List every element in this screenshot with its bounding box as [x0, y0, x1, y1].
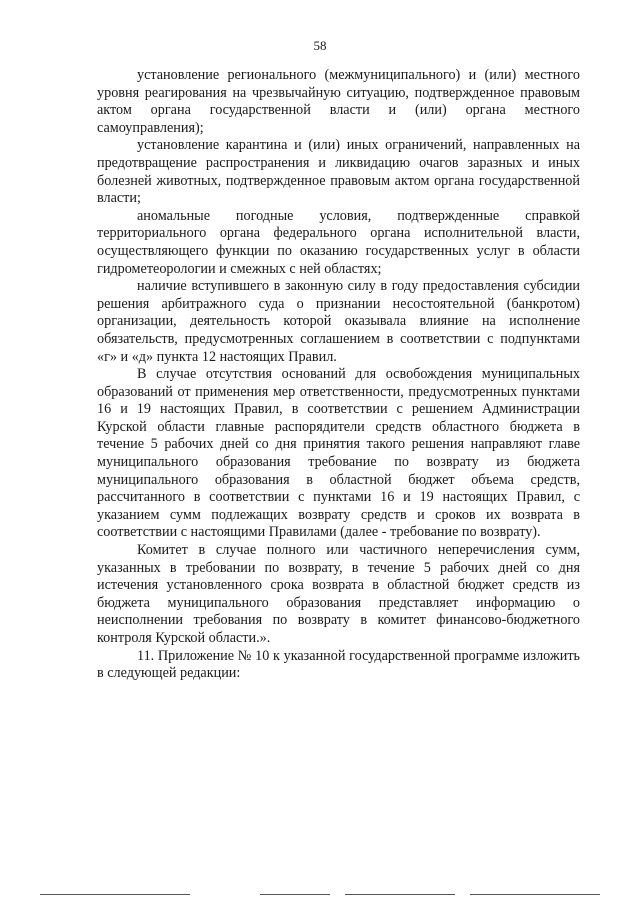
paragraph-regional-emergency: установление регионального (межмуниципального) и (или) местного уровня реагирования на чрезвычайную ситуацию, подтвержденное правовым актом органа государственной власти и (или) органа местного самоуправления); — [97, 67, 580, 136]
paragraph-refund-requirement: В случае отсутствия оснований для освобождения муниципальных образований от применения мер ответственности, предусмотренных пунктами 16 и 19 настоящих Правил, в соответствии с решением Администрации Курской области главные распорядители средств областного бюджета в течение 5 рабочих дней со дня принятия такого решения направляют главе муниципального образования требование по возврату из бюджета муниципального образования в областной бюджет объема средств, рассчитанного в соответствии с пунктами 16 и 19 настоящих Правил, с указанием сумм подлежащих возврату средств и сроков их возврата в соответствии с настоящими Правилами (далее - требование по возврату). — [97, 366, 580, 541]
scan-edge-mark — [470, 894, 600, 895]
document-body — [97, 67, 580, 683]
paragraph-committee-notice: Комитет в случае полного или частичного неперечисления сумм, указанных в требовании по возврату, в течение 5 рабочих дней со дня истечения установленного срока возврата в областной бюджет средств из бюджета муниципального образования представляет информацию о неисполнении требования по возврату в комитет финансово-бюджетного контроля Курской области.». — [97, 542, 580, 646]
paragraph-weather-conditions: аномальные погодные условия, подтвержденные справкой территориального органа федерального органа исполнительной власти, осуществляющего функции по оказанию государственных услуг в области гидрометеорологии и смежных с ней областях; — [97, 207, 580, 277]
page-number: 58 — [313, 38, 327, 53]
scan-edge-mark — [260, 894, 330, 895]
scan-edge-mark — [40, 894, 190, 895]
paragraph-appendix-10: 11. Приложение № 10 к указанной государственной программе изложить в следующей редакции: — [97, 647, 580, 682]
scan-edge-mark — [345, 894, 455, 895]
paragraph-quarantine: установление карантина и (или) иных ограничений, направленных на предотвращение распространения и ликвидацию очагов заразных и иных болезней животных, подтвержденное правовым актом органа государственной власти; — [97, 137, 580, 207]
paragraph-bankruptcy: наличие вступившего в законную силу в году предоставления субсидии решения арбитражного суда о признании несостоятельной (банкротом) организации, деятельность которой оказывала влияние на исполнение обязательств, предусмотренных соглашением в соответствии с подпунктами «г» и «д» пункта 12 настоящих Правил. — [97, 278, 580, 365]
